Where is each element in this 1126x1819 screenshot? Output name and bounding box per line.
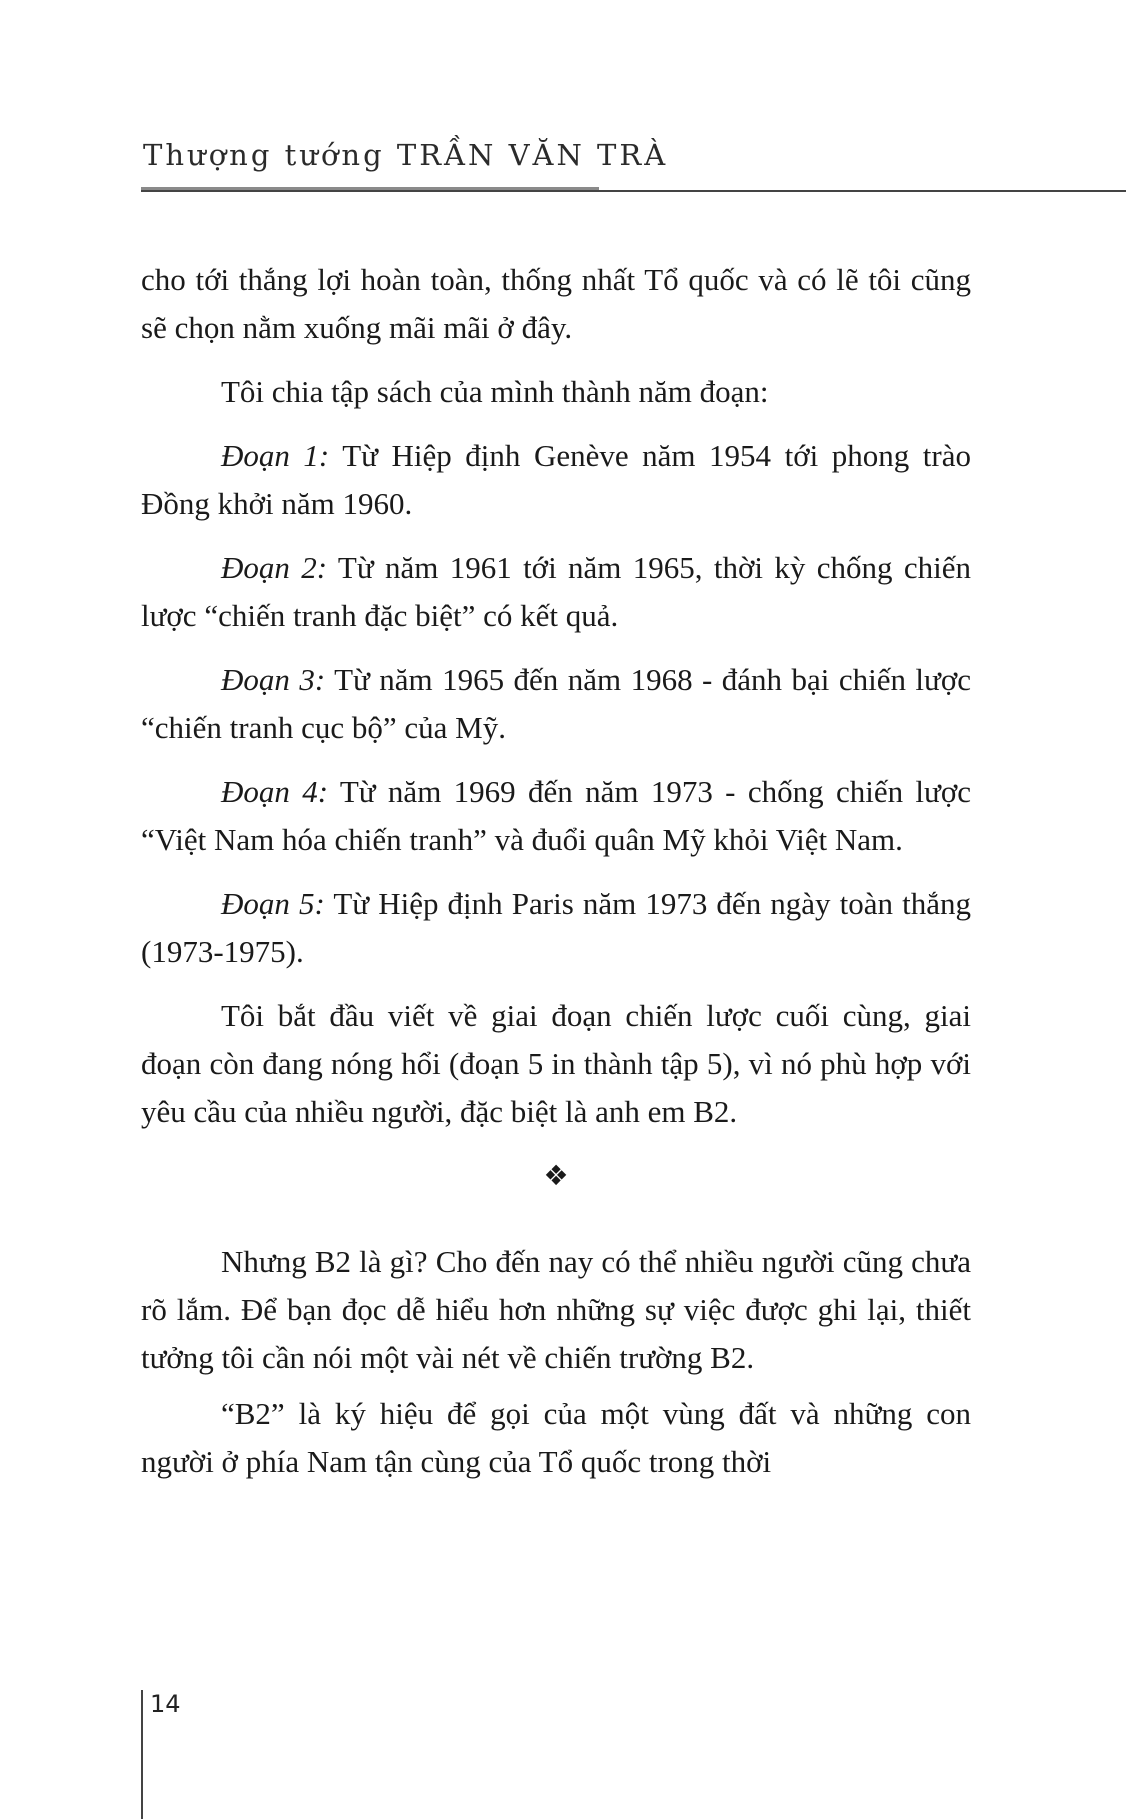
footer-rule — [141, 1690, 143, 1819]
section-item-2 — [141, 544, 971, 640]
running-header-title: Thượng tướng TRẦN VĂN TRÀ — [143, 138, 669, 172]
page-body — [141, 256, 971, 1486]
paragraph-intro: Tôi chia tập sách của mình thành năm đoạn: — [221, 374, 769, 409]
page-number: 14 — [150, 1690, 181, 1718]
section-separator-icon: ❖ — [543, 1159, 569, 1192]
section-label-2: Đoạn 2: — [221, 550, 328, 585]
section-item-4 — [141, 768, 971, 864]
section-item-3 — [141, 656, 971, 752]
paragraph-b2-question: Nhưng B2 là gì? Cho đến nay có thể nhiều người cũng chưa rõ lắm. Để bạn đọc dễ hiểu hơn những sự việc được ghi lại, thiết tưởng tôi cần nói một vài nét về chiến trường B2. — [141, 1244, 971, 1375]
section-item-5 — [141, 880, 971, 976]
section-label-1: Đoạn 1: — [221, 438, 330, 473]
paragraph-b2-definition: “B2” là ký hiệu để gọi của một vùng đất và những con người ở phía Nam tận cùng của Tổ quốc trong thời — [141, 1396, 971, 1479]
paragraph-continued: cho tới thắng lợi hoàn toàn, thống nhất Tổ quốc và có lẽ tôi cũng sẽ chọn nằm xuống mãi mãi ở đây. — [141, 262, 971, 345]
paragraph-start-writing: Tôi bắt đầu viết về giai đoạn chiến lược cuối cùng, giai đoạn còn đang nóng hổi (đoạn 5 in thành tập 5), vì nó phù hợp với yêu cầu của nhiều người, đặc biệt là anh em B2. — [141, 998, 971, 1129]
section-text-3: Từ năm 1965 đến năm 1968 - đánh bại chiến lược “chiến tranh cục bộ” của Mỹ. — [141, 662, 971, 745]
section-label-3: Đoạn 3: — [221, 662, 326, 697]
section-text-2: Từ năm 1961 tới năm 1965, thời kỳ chống chiến lược “chiến tranh đặc biệt” có kết quả. — [141, 550, 971, 633]
section-text-4: Từ năm 1969 đến năm 1973 - chống chiến lược “Việt Nam hóa chiến tranh” và đuổi quân Mỹ khỏi Việt Nam. — [141, 774, 971, 857]
section-item-1 — [141, 432, 971, 528]
section-label-5: Đoạn 5: — [221, 886, 325, 921]
header-rule — [141, 190, 1126, 192]
section-label-4: Đoạn 4: — [221, 774, 329, 809]
section-text-5: Từ Hiệp định Paris năm 1973 đến ngày toàn thắng (1973-1975). — [141, 886, 971, 969]
section-text-1: Từ Hiệp định Genève năm 1954 tới phong trào Đồng khởi năm 1960. — [141, 438, 971, 521]
